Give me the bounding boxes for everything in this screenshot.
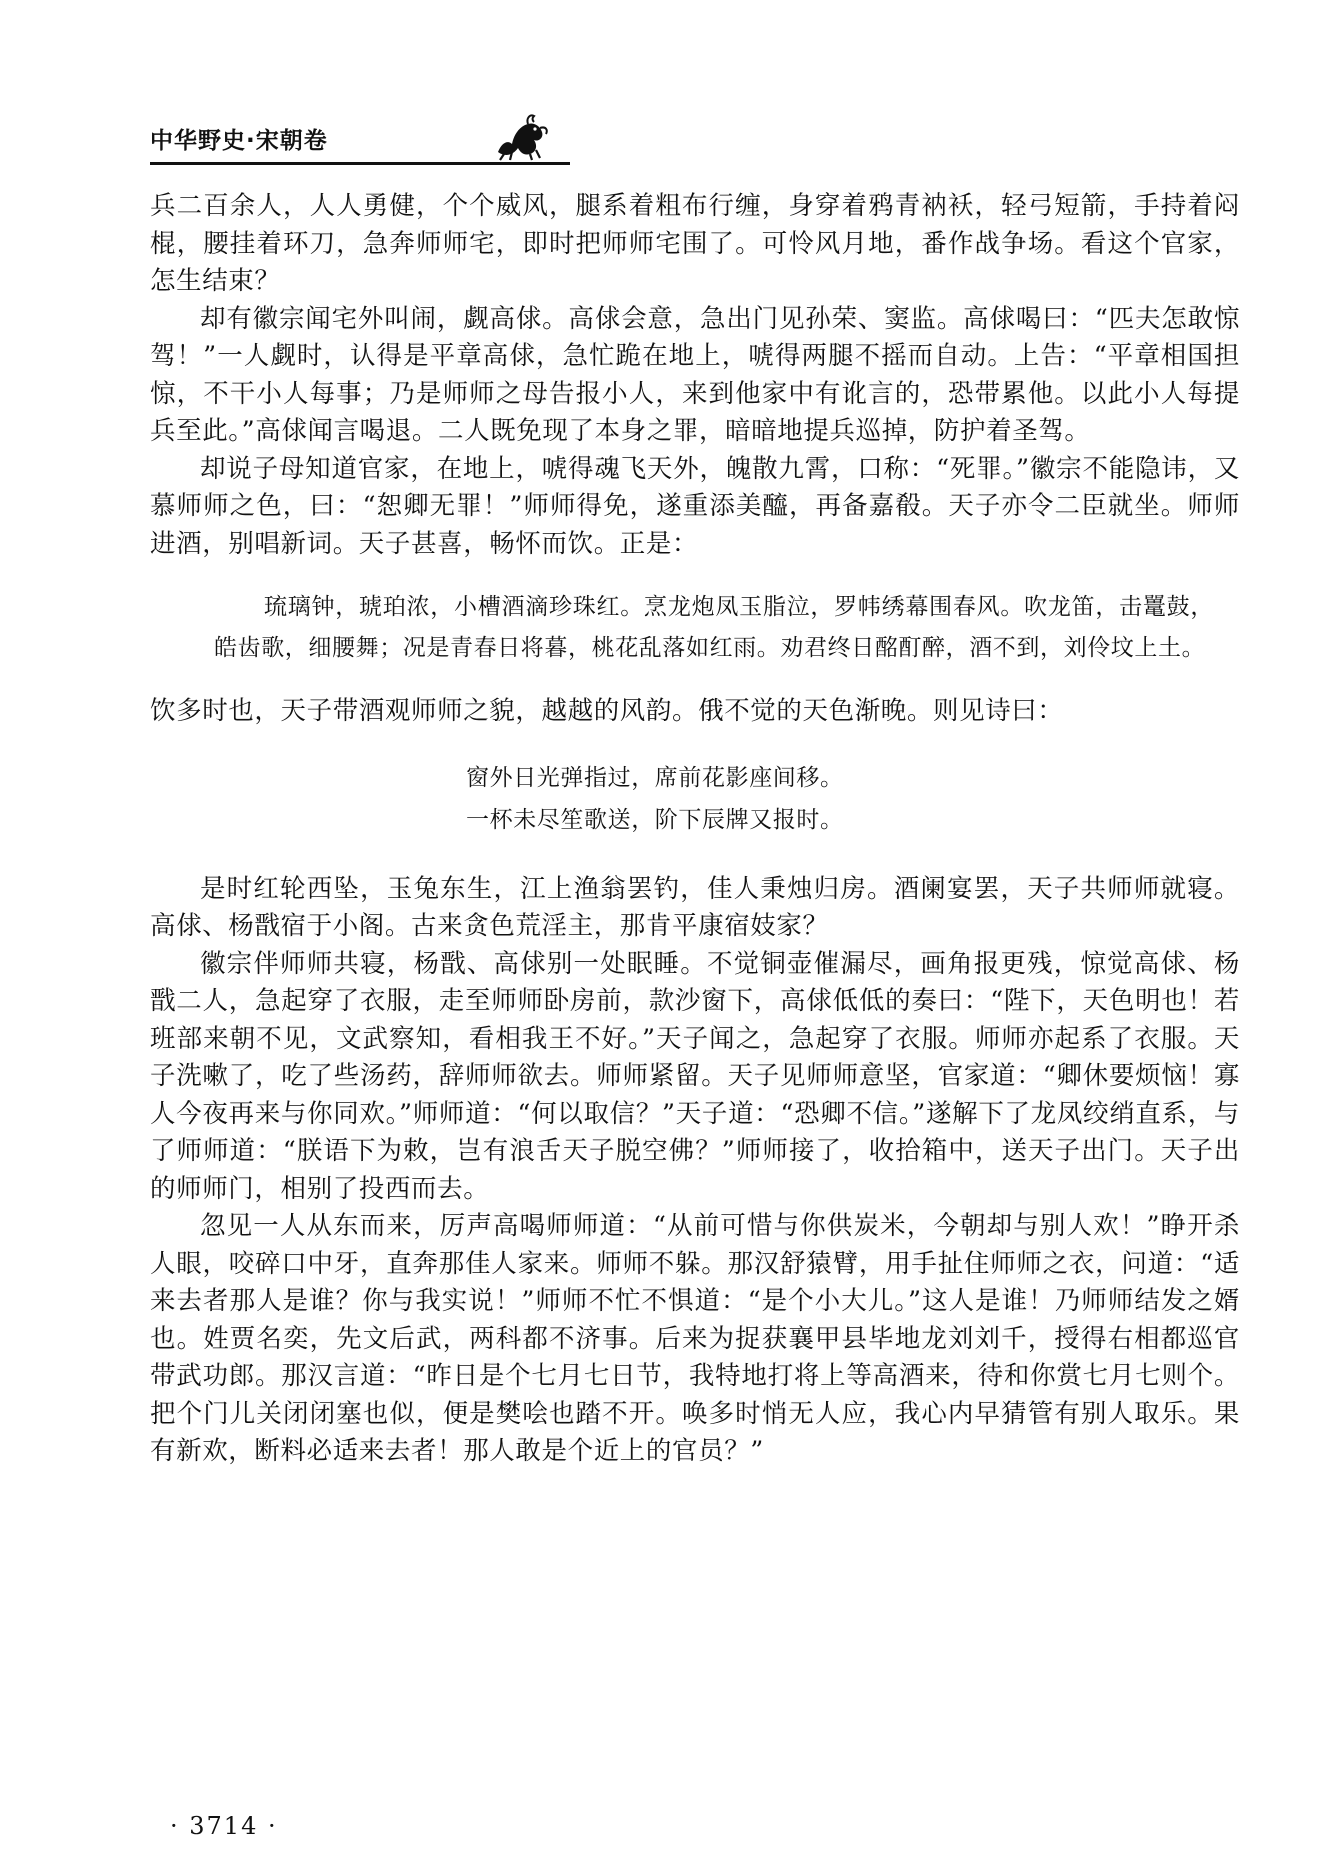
header-rule (150, 162, 570, 165)
dragon-emblem-icon (490, 112, 550, 162)
paragraph: 忽见一人从东而来，厉声高喝师师道：“从前可惜与你供炭米，今朝却与别人欢！”睁开杀人眼，咬碎口中牙，直奔那佳人家来。师师不躲。那汉舒猿臂，用手扯住师师之衣，问道：“适来去者那人是谁？你与我实说！”师师不忙不惧道：“是个小大儿。”这人是谁！乃师师结发之婿也。姓贾名奕，先文后武，两科都不济事。后来为捉获襄甲县毕地龙刘刘千，授得右相都巡官带武功郎。那汉言道：“昨日是个七月七日节，我特地打将上等高酒来，待和你赏七月七则个。把个门儿关闭闭塞也似，便是樊哙也踏不开。唤多时悄无人应，我心内早猜管有别人取乐。果有新欢，断料必适来去者！那人敢是个近上的官员？” (150, 1211, 1240, 1466)
paragraph: 兵二百余人，人人勇健，个个威风，腿系着粗布行缠，身穿着鸦青衲袄，轻弓短箭，手持着闷棍，腰挂着环刀，急奔师师宅，即时把师师宅围了。可怜风月地，番作战争场。看这个官家，怎生结束？ (150, 191, 1240, 296)
poem (150, 757, 1240, 841)
paragraph: 却有徽宗闻宅外叫闹，觑高俅。高俅会意，急出门见孙荣、窦监。高俅喝曰：“匹夫怎敢惊驾！”一人觑时，认得是平章高俅，急忙跪在地上，唬得两腿不摇而自动。上告：“平章相国担惊，不干小人每事；乃是师师之母告报小人，来到他家中有讹言的，恐带累他。以此小人每提兵至此。”高俅闻言喝退。二人既免现了本身之罪，暗暗地提兵巡掉，防护着圣驾。 (150, 303, 1240, 446)
verse-block: 琉璃钟，琥珀浓，小槽酒滴珍珠红。烹龙炮凤玉脂泣，罗帏绣幕围春风。吹龙笛，击鼍鼓，皓齿歌，细腰舞；况是青春日将暮，桃花乱落如红雨。劝君终日酩酊醉，酒不到，刘伶坟上土。 (214, 594, 1214, 661)
page-number: · 3714 · (170, 1812, 278, 1840)
book-title: 中华野史·宋朝卷 (150, 128, 328, 154)
paragraph: 是时红轮西坠，玉兔东生，江上渔翁罢钓，佳人秉烛归房。酒阑宴罢，天子共师师就寝。高俅、杨戬宿于小阁。古来贪色荒淫主，那肯平康宿妓家？ (150, 873, 1240, 941)
page-header (150, 118, 570, 166)
paragraph: 饮多时也，天子带酒观师师之貌，越越的风韵。俄不觉的天色渐晚。则见诗曰： (150, 696, 1064, 726)
poem-line: 窗外日光弹指过，席前花影座间移。 (466, 764, 844, 791)
paragraph: 徽宗伴师师共寝，杨戬、高俅别一处眠睡。不觉铜壶催漏尽，画角报更残，惊觉高俅、杨戬二人，急起穿了衣服，走至师师卧房前，款沙窗下，高俅低低的奏曰：“陛下，天色明也！若班部来朝不见，文武察知，看相我王不好。”天子闻之，急起穿了衣服。师师亦起系了衣服。天子洗嗽了，吃了些汤药，辞师师欲去。师师紧留。天子见师师意坚，官家道：“卿休要烦恼！寡人今夜再来与你同欢。”师师道：“何以取信？”天子道：“恐卿不信。”遂解下了龙凤绞绡直系，与了师师道：“朕语下为敕，岂有浪舌天子脱空佛？”师师接了，收拾箱中，送天子出门。天子出的师师门，相别了投西而去。 (150, 948, 1240, 1204)
main-text (150, 188, 1240, 1471)
poem-line: 一杯未尽笙歌送，阶下辰牌又报时。 (466, 806, 844, 833)
paragraph: 却说子母知道官家，在地上，唬得魂飞天外，魄散九霄，口称：“死罪。”徽宗不能隐讳，又慕师师之色，曰：“恕卿无罪！”师师得免，遂重添美醯，再备嘉殽。天子亦令二臣就坐。师师进酒，别唱新词。天子甚喜，畅怀而饮。正是： (150, 453, 1240, 559)
